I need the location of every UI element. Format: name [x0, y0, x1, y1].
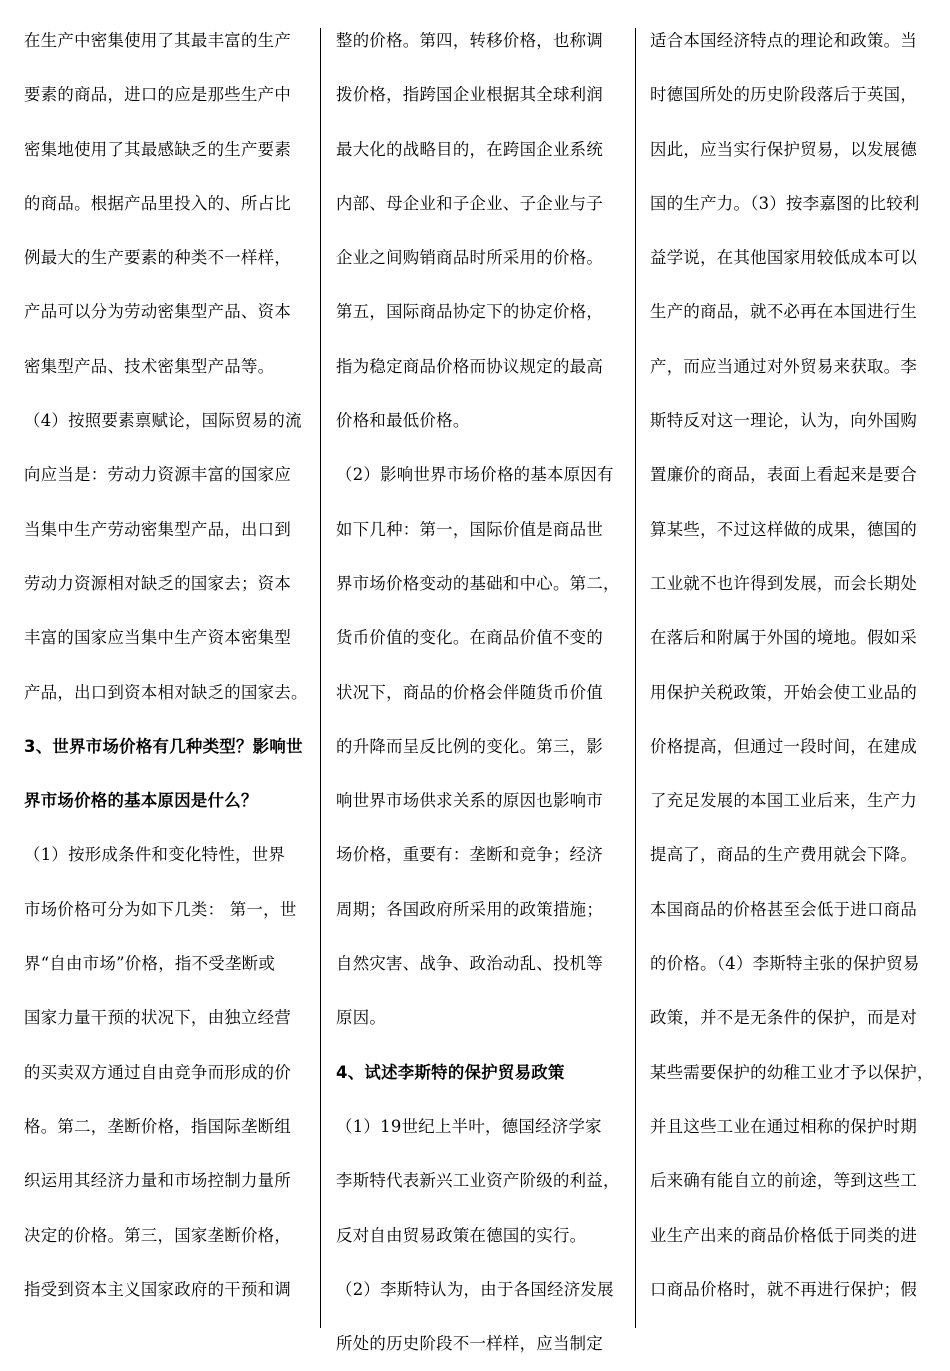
body-text-line: 第五，国际商品协定下的协定价格，	[336, 302, 604, 322]
body-text-line: 反对自由贸易政策在德国的实行。	[336, 1225, 587, 1245]
column-divider-right	[635, 28, 636, 1328]
body-text-line: 工业就不也许得到发展，而会长期处	[650, 573, 918, 593]
body-text-line: 斯特反对这一理论，认为，向外国购	[650, 411, 918, 431]
body-text-line: 因此，应当实行保护贸易，以发展德	[650, 139, 918, 159]
body-text-line: 织运用其经济力量和市场控制力量所	[24, 1171, 292, 1191]
body-text-line: 国的生产力。（3）按李嘉图的比较利	[650, 193, 920, 213]
body-text-line: 例最大的生产要素的种类不一样样，	[24, 248, 292, 268]
body-text-line: 时德国所处的历史阶段落后于英国，	[650, 85, 918, 105]
body-text-line: 密集型产品、技术密集型产品等。	[24, 356, 275, 376]
body-text-line: 企业之间购销商品时所采用的价格。	[336, 248, 604, 268]
body-text-line: 响世界市场供求关系的原因也影响市	[336, 791, 604, 811]
body-text-line: 自然灾害、战争、政治动乱、投机等	[336, 954, 604, 974]
body-text-line: 拨价格，指跨国企业根据其全球利润	[336, 85, 604, 105]
body-text-line: 货币价值的变化。在商品价值不变的	[336, 628, 604, 648]
body-text-line: 算某些，不过这样做的成果，德国的	[650, 519, 918, 539]
body-text-line: 界“自由市场”价格，指不受垄断或	[24, 954, 276, 974]
body-text-line: 状况下，商品的价格会伴随货币价值	[336, 682, 604, 702]
body-text-line: 决定的价格。第三，国家垄断价格，	[24, 1225, 292, 1245]
body-text-line: 的买卖双方通过自由竞争而形成的价	[24, 1062, 292, 1082]
body-text-line: 场价格，重要有：垄断和竞争；经济	[336, 845, 604, 865]
body-text-line: （2）影响世界市场价格的基本原因有	[336, 465, 614, 485]
body-text-line: 后来确有能自立的前途，等到这些工	[650, 1171, 918, 1191]
body-text-line: 国家力量干预的状况下，由独立经营	[24, 1008, 292, 1028]
body-text-line: 在落后和附属于外国的境地。假如采	[650, 628, 918, 648]
body-text-line: （4）按照要素禀赋论，国际贸易的流	[24, 411, 302, 431]
body-text-line: 了充足发展的本国工业后来，生产力	[650, 791, 918, 811]
body-text-line: 密集地使用了其最感缺乏的生产要素	[24, 139, 292, 159]
body-text-line: 价格提高，但通过一段时间，在建成	[650, 736, 918, 756]
text-column-2	[336, 14, 622, 1371]
column-divider-left	[320, 28, 321, 1328]
body-text-line: 产品可以分为劳动密集型产品、资本	[24, 302, 292, 322]
body-text-line: 向应当是：劳动力资源丰富的国家应	[24, 465, 292, 485]
body-text-line: 生产的商品，就不必再在本国进行生	[650, 302, 918, 322]
body-text-line: 本国商品的价格甚至会低于进口商品	[650, 899, 918, 919]
body-text-line: 市场价格可分为如下几类： 第一，世	[24, 899, 297, 919]
body-text-line: 并且这些工业在通过相称的保护时期	[650, 1116, 918, 1136]
body-text-line: 丰富的国家应当集中生产资本密集型	[24, 628, 292, 648]
body-text-line: 在生产中密集使用了其最丰富的生产	[24, 31, 292, 50]
body-text-line: 的价格。（4）李斯特主张的保护贸易	[650, 954, 920, 974]
body-text-line: 的升降而呈反比例的变化。第三，影	[336, 736, 604, 756]
section-heading-line: 3、世界市场价格有几种类型？影响世	[24, 736, 303, 756]
body-text-line: 提高了，商品的生产费用就会下降。	[650, 845, 918, 865]
body-text-line: 要素的商品，进口的应是那些生产中	[24, 85, 292, 105]
body-text-line: 当集中生产劳动密集型产品，出口到	[24, 519, 292, 539]
body-text-line: 价格和最低价格。	[336, 411, 470, 431]
body-text-line: 界市场价格变动的基础和中心。第二，	[336, 573, 620, 593]
body-text-line: 产，而应当通过对外贸易来获取。李	[650, 356, 918, 376]
body-text-line: （2）李斯特认为，由于各国经济发展	[336, 1279, 614, 1299]
body-text-line: 劳动力资源相对缺乏的国家去；资本	[24, 573, 292, 593]
body-text-line: 政策，并不是无条件的保护，而是对	[650, 1008, 918, 1028]
section-heading-line: 界市场价格的基本原因是什么？	[24, 791, 258, 811]
body-text-line: 指为稳定商品价格而协议规定的最高	[336, 356, 604, 376]
body-text-line: 李斯特代表新兴工业资产阶级的利益，	[336, 1171, 620, 1191]
body-text-line: 用保护关税政策，开始会使工业品的	[650, 682, 918, 702]
body-text-line: 口商品价格时，就不再进行保护；假	[650, 1279, 918, 1299]
body-text-line: 如下几种：第一，国际价值是商品世	[336, 519, 604, 539]
body-text-line: 周期；各国政府所采用的政策措施；	[336, 899, 604, 919]
body-text-line: 业生产出来的商品价格低于同类的进	[650, 1225, 918, 1245]
body-text-line: （1）19世纪上半叶，德国经济学家	[336, 1116, 602, 1136]
body-text-line: 置廉价的商品，表面上看起来是要合	[650, 465, 918, 485]
body-text-line: 产品，出口到资本相对缺乏的国家去。	[24, 682, 308, 702]
text-column-3	[650, 14, 940, 1317]
body-text-line: 益学说，在其他国家用较低成本可以	[650, 248, 918, 268]
body-text-line: 指受到资本主义国家政府的干预和调	[24, 1279, 292, 1299]
body-text-line: 原因。	[336, 1008, 387, 1028]
body-text-line: 适合本国经济特点的理论和政策。当	[650, 31, 918, 50]
body-text-line: 最大化的战略目的，在跨国企业系统	[336, 139, 604, 159]
section-heading-line: 4、试述李斯特的保护贸易政策	[336, 1062, 565, 1082]
body-text-line: （1）按形成条件和变化特性，世界	[24, 845, 286, 865]
body-text-line: 某些需要保护的幼稚工业才予以保护，	[650, 1062, 934, 1082]
body-text-line: 内部、母企业和子企业、子企业与子	[336, 193, 604, 213]
body-text-line: 格。第二，垄断价格，指国际垄断组	[24, 1116, 292, 1136]
text-column-1	[24, 14, 310, 1317]
body-text-line: 的商品。根据产品里投入的、所占比	[24, 193, 292, 213]
body-text-line: 所处的历史阶段不一样样，应当制定	[336, 1334, 604, 1354]
body-text-line: 整的价格。第四，转移价格，也称调	[336, 31, 604, 50]
